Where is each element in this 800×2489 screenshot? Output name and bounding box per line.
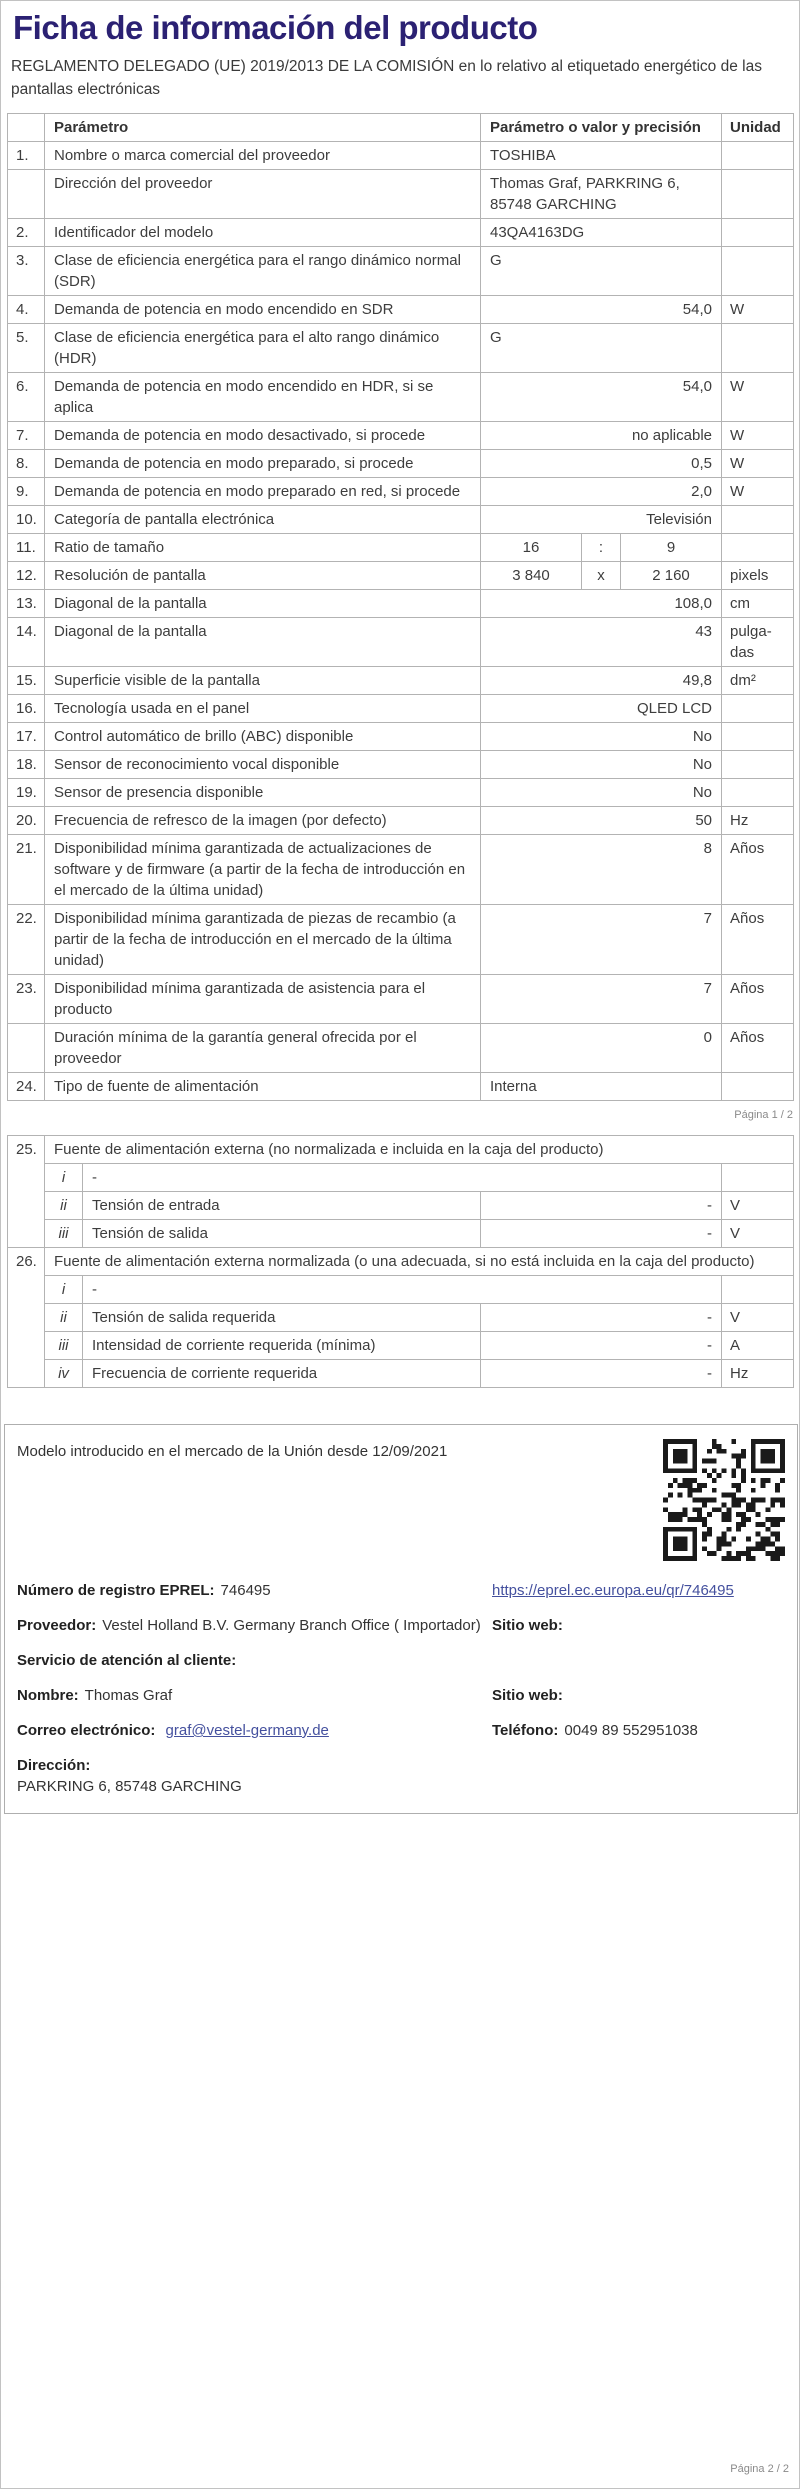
row-number: 15. bbox=[8, 667, 45, 695]
param-unit bbox=[722, 170, 794, 219]
row-number: 6. bbox=[8, 373, 45, 422]
param-unit bbox=[722, 1276, 794, 1304]
contact-details-row bbox=[17, 1720, 785, 1741]
param-value: 7 bbox=[481, 975, 722, 1024]
table-row bbox=[8, 590, 794, 618]
param-unit: W bbox=[722, 450, 794, 478]
param-label: Demanda de potencia en modo preparado, si procede bbox=[45, 450, 481, 478]
param-label: Diagonal de la pantalla bbox=[45, 618, 481, 667]
param-unit: W bbox=[722, 478, 794, 506]
row-number: 20. bbox=[8, 807, 45, 835]
row-number: 23. bbox=[8, 975, 45, 1024]
table-row bbox=[8, 247, 794, 296]
param-value: No bbox=[481, 751, 722, 779]
param-value: No bbox=[481, 779, 722, 807]
customer-service-label: Servicio de atención al cliente: bbox=[17, 1652, 237, 1669]
page-title: Ficha de información del producto bbox=[13, 9, 538, 46]
table-row bbox=[8, 170, 794, 219]
table-header-row bbox=[8, 114, 794, 142]
param-label: Disponibilidad mínima garantizada de piezas de recambio (a partir de la fecha de introducción en el mercado de la última unidad) bbox=[45, 905, 481, 975]
param-value: 0 bbox=[481, 1024, 722, 1073]
value-header: Parámetro o valor y precisión bbox=[481, 114, 722, 142]
eprel-label: Número de registro EPREL: bbox=[17, 1582, 215, 1599]
customer-service-row bbox=[17, 1650, 785, 1671]
table-row bbox=[8, 324, 794, 373]
param-label: Categoría de pantalla electrónica bbox=[45, 506, 481, 534]
param-unit: V bbox=[722, 1304, 794, 1332]
section-header-row bbox=[8, 1248, 794, 1276]
param-unit bbox=[722, 534, 794, 562]
table-row bbox=[8, 667, 794, 695]
param-value: - bbox=[481, 1360, 722, 1388]
param-label: Tecnología usada en el panel bbox=[45, 695, 481, 723]
param-unit: A bbox=[722, 1332, 794, 1360]
param-unit bbox=[722, 723, 794, 751]
param-unit bbox=[722, 1073, 794, 1101]
row-number: 2. bbox=[8, 219, 45, 247]
address-row bbox=[17, 1755, 785, 1797]
param-unit: Años bbox=[722, 905, 794, 975]
param-label: Sensor de presencia disponible bbox=[45, 779, 481, 807]
section-title: Fuente de alimentación externa normalizada (o una adecuada, si no está incluida en la caja del producto) bbox=[45, 1248, 794, 1276]
row-number: 7. bbox=[8, 422, 45, 450]
page-2-footer: Página 2 / 2 bbox=[730, 2463, 789, 2475]
param-label: Sensor de reconocimiento vocal disponible bbox=[45, 751, 481, 779]
table-row bbox=[8, 1360, 794, 1388]
table-row bbox=[8, 562, 794, 590]
table-row bbox=[8, 373, 794, 422]
param-label: Frecuencia de corriente requerida bbox=[83, 1360, 481, 1388]
section-number: 26. bbox=[8, 1248, 45, 1388]
param-label: Demanda de potencia en modo desactivado, si procede bbox=[45, 422, 481, 450]
row-number: 19. bbox=[8, 779, 45, 807]
resolution-separator: x bbox=[582, 562, 621, 590]
row-number: 10. bbox=[8, 506, 45, 534]
name-value: Thomas Graf bbox=[84, 1687, 173, 1704]
param-value: G bbox=[481, 324, 722, 373]
param-unit: V bbox=[722, 1192, 794, 1220]
eprel-registration bbox=[17, 1580, 492, 1601]
row-number: 9. bbox=[8, 478, 45, 506]
supplier-row bbox=[17, 1615, 785, 1636]
param-label: Resolución de pantalla bbox=[45, 562, 481, 590]
ratio-width: 16 bbox=[481, 534, 582, 562]
table-row bbox=[8, 219, 794, 247]
row-number: 17. bbox=[8, 723, 45, 751]
unit-header: Unidad bbox=[722, 114, 794, 142]
param-value: 43QA4163DG bbox=[481, 219, 722, 247]
param-unit bbox=[722, 142, 794, 170]
table-row bbox=[8, 1304, 794, 1332]
table-row bbox=[8, 534, 794, 562]
contact-phone bbox=[492, 1720, 785, 1741]
roman-numeral: i bbox=[45, 1164, 83, 1192]
supplier-value: Vestel Holland B.V. Germany Branch Office ( Importador) bbox=[102, 1617, 481, 1634]
row-number bbox=[8, 170, 45, 219]
param-value: Thomas Graf, PARKRING 6, 85748 GARCHING bbox=[481, 170, 722, 219]
website-label: Sitio web: bbox=[492, 1617, 563, 1634]
name-label: Nombre: bbox=[17, 1687, 79, 1704]
parameters-table bbox=[7, 113, 794, 1101]
supplier-label: Proveedor: bbox=[17, 1617, 97, 1634]
param-label: Disponibilidad mínima garantizada de asistencia para el producto bbox=[45, 975, 481, 1024]
param-value: - bbox=[481, 1220, 722, 1248]
eprel-row bbox=[17, 1580, 785, 1601]
row-number: 22. bbox=[8, 905, 45, 975]
param-unit bbox=[722, 779, 794, 807]
table-row bbox=[8, 450, 794, 478]
param-label: Demanda de potencia en modo encendido en HDR, si se aplica bbox=[45, 373, 481, 422]
param-label: Superficie visible de la pantalla bbox=[45, 667, 481, 695]
email-label: Correo electrónico: bbox=[17, 1722, 156, 1739]
param-value: 0,5 bbox=[481, 450, 722, 478]
param-unit: W bbox=[722, 296, 794, 324]
param-value: Interna bbox=[481, 1073, 722, 1101]
param-label: Control automático de brillo (ABC) disponible bbox=[45, 723, 481, 751]
ratio-separator: : bbox=[582, 534, 621, 562]
table-row bbox=[8, 1073, 794, 1101]
param-unit: Hz bbox=[722, 807, 794, 835]
table-row bbox=[8, 1024, 794, 1073]
contact-name bbox=[17, 1685, 492, 1706]
param-unit: dm² bbox=[722, 667, 794, 695]
roman-numeral: iii bbox=[45, 1332, 83, 1360]
row-number: 13. bbox=[8, 590, 45, 618]
param-label: Tensión de entrada bbox=[83, 1192, 481, 1220]
website-label-2: Sitio web: bbox=[492, 1687, 563, 1704]
table-row bbox=[8, 723, 794, 751]
param-unit: W bbox=[722, 373, 794, 422]
row-number: 21. bbox=[8, 835, 45, 905]
table-row bbox=[8, 1164, 794, 1192]
phone-value: 0049 89 552951038 bbox=[564, 1722, 698, 1739]
row-number: 14. bbox=[8, 618, 45, 667]
row-number: 3. bbox=[8, 247, 45, 296]
param-label: Tensión de salida bbox=[83, 1220, 481, 1248]
param-unit: Años bbox=[722, 975, 794, 1024]
eprel-number: 746495 bbox=[220, 1582, 271, 1599]
param-unit: Años bbox=[722, 1024, 794, 1073]
param-value: 2,0 bbox=[481, 478, 722, 506]
supplier-info-box bbox=[4, 1424, 798, 1814]
param-value: 108,0 bbox=[481, 590, 722, 618]
param-unit: Años bbox=[722, 835, 794, 905]
ratio-height: 9 bbox=[621, 534, 722, 562]
row-number: 16. bbox=[8, 695, 45, 723]
row-number: 12. bbox=[8, 562, 45, 590]
param-value: G bbox=[481, 247, 722, 296]
param-label: Frecuencia de refresco de la imagen (por defecto) bbox=[45, 807, 481, 835]
regulation-subtitle: REGLAMENTO DELEGADO (UE) 2019/2013 DE LA COMISIÓN en lo relativo al etiquetado energético de las pantallas electrónicas bbox=[11, 58, 762, 98]
param-value: 54,0 bbox=[481, 373, 722, 422]
param-header: Parámetro bbox=[45, 114, 481, 142]
param-unit: Hz bbox=[722, 1360, 794, 1388]
supplier-info bbox=[17, 1615, 492, 1636]
row-number: 5. bbox=[8, 324, 45, 373]
param-unit: cm bbox=[722, 590, 794, 618]
param-label: - bbox=[83, 1164, 722, 1192]
power-supply-table bbox=[7, 1135, 794, 1388]
table-row bbox=[8, 695, 794, 723]
address-label: Dirección: bbox=[17, 1757, 91, 1774]
roman-numeral: ii bbox=[45, 1304, 83, 1332]
param-value: 8 bbox=[481, 835, 722, 905]
param-value: 7 bbox=[481, 905, 722, 975]
param-value: - bbox=[481, 1332, 722, 1360]
param-label: - bbox=[83, 1276, 722, 1304]
param-label: Nombre o marca comercial del proveedor bbox=[45, 142, 481, 170]
number-header bbox=[8, 114, 45, 142]
row-number: 18. bbox=[8, 751, 45, 779]
eprel-link[interactable]: https://eprel.ec.europa.eu/qr/746495 bbox=[492, 1582, 734, 1599]
roman-numeral: i bbox=[45, 1276, 83, 1304]
param-value: no aplicable bbox=[481, 422, 722, 450]
param-unit: V bbox=[722, 1220, 794, 1248]
param-value: - bbox=[481, 1304, 722, 1332]
page-1-footer: Página 1 / 2 bbox=[734, 1109, 793, 1121]
qr-code bbox=[663, 1439, 785, 1561]
param-unit bbox=[722, 751, 794, 779]
param-unit bbox=[722, 247, 794, 296]
param-value: 43 bbox=[481, 618, 722, 667]
param-label: Duración mínima de la garantía general ofrecida por el proveedor bbox=[45, 1024, 481, 1073]
param-label: Tensión de salida requerida bbox=[83, 1304, 481, 1332]
table-row bbox=[8, 835, 794, 905]
roman-numeral: ii bbox=[45, 1192, 83, 1220]
row-number: 24. bbox=[8, 1073, 45, 1101]
market-entry-text: Modelo introducido en el mercado de la Unión desde 12/09/2021 bbox=[17, 1443, 448, 1460]
table-row bbox=[8, 142, 794, 170]
param-value: Televisión bbox=[481, 506, 722, 534]
row-number: 11. bbox=[8, 534, 45, 562]
email-link[interactable]: graf@vestel-germany.de bbox=[165, 1722, 329, 1739]
row-number: 8. bbox=[8, 450, 45, 478]
param-unit bbox=[722, 506, 794, 534]
param-unit bbox=[722, 1164, 794, 1192]
param-unit bbox=[722, 324, 794, 373]
table-row bbox=[8, 1220, 794, 1248]
param-value: TOSHIBA bbox=[481, 142, 722, 170]
table-row bbox=[8, 506, 794, 534]
roman-numeral: iii bbox=[45, 1220, 83, 1248]
resolution-width: 3 840 bbox=[481, 562, 582, 590]
param-value: 50 bbox=[481, 807, 722, 835]
table-row bbox=[8, 618, 794, 667]
param-label: Disponibilidad mínima garantizada de actualizaciones de software y de firmware (a partir de la fecha de introducción en el mercado de la última unidad) bbox=[45, 835, 481, 905]
param-label: Ratio de tamaño bbox=[45, 534, 481, 562]
param-unit: pulgadas bbox=[722, 618, 794, 667]
param-label: Clase de eficiencia energética para el alto rango dinámico (HDR) bbox=[45, 324, 481, 373]
address-block bbox=[17, 1755, 492, 1797]
param-unit bbox=[722, 219, 794, 247]
param-value: 54,0 bbox=[481, 296, 722, 324]
param-unit: W bbox=[722, 422, 794, 450]
param-unit: pixels bbox=[722, 562, 794, 590]
param-label: Demanda de potencia en modo preparado en red, si procede bbox=[45, 478, 481, 506]
table-row bbox=[8, 296, 794, 324]
resolution-height: 2 160 bbox=[621, 562, 722, 590]
param-value: 49,8 bbox=[481, 667, 722, 695]
table-row bbox=[8, 1332, 794, 1360]
param-label: Identificador del modelo bbox=[45, 219, 481, 247]
table-row bbox=[8, 779, 794, 807]
address-value: PARKRING 6, 85748 GARCHING bbox=[17, 1778, 242, 1795]
table-row bbox=[8, 751, 794, 779]
table-row bbox=[8, 975, 794, 1024]
section-title: Fuente de alimentación externa (no normalizada e incluida en la caja del producto) bbox=[45, 1136, 794, 1164]
param-value: No bbox=[481, 723, 722, 751]
roman-numeral: iv bbox=[45, 1360, 83, 1388]
table-row bbox=[8, 905, 794, 975]
table-row bbox=[8, 807, 794, 835]
param-unit bbox=[722, 695, 794, 723]
contact-email bbox=[17, 1720, 492, 1741]
table-row bbox=[8, 422, 794, 450]
row-number bbox=[8, 1024, 45, 1073]
section-number: 25. bbox=[8, 1136, 45, 1248]
section-header-row bbox=[8, 1136, 794, 1164]
param-label: Clase de eficiencia energética para el rango dinámico normal (SDR) bbox=[45, 247, 481, 296]
row-number: 4. bbox=[8, 296, 45, 324]
contact-name-row bbox=[17, 1685, 785, 1706]
table-row bbox=[8, 478, 794, 506]
table-row bbox=[8, 1192, 794, 1220]
param-label: Dirección del proveedor bbox=[45, 170, 481, 219]
param-label: Diagonal de la pantalla bbox=[45, 590, 481, 618]
phone-label: Teléfono: bbox=[492, 1722, 559, 1739]
param-label: Tipo de fuente de alimentación bbox=[45, 1073, 481, 1101]
table-row bbox=[8, 1276, 794, 1304]
param-value: - bbox=[481, 1192, 722, 1220]
param-value: QLED LCD bbox=[481, 695, 722, 723]
param-label: Demanda de potencia en modo encendido en SDR bbox=[45, 296, 481, 324]
param-label: Intensidad de corriente requerida (mínima) bbox=[83, 1332, 481, 1360]
row-number: 1. bbox=[8, 142, 45, 170]
